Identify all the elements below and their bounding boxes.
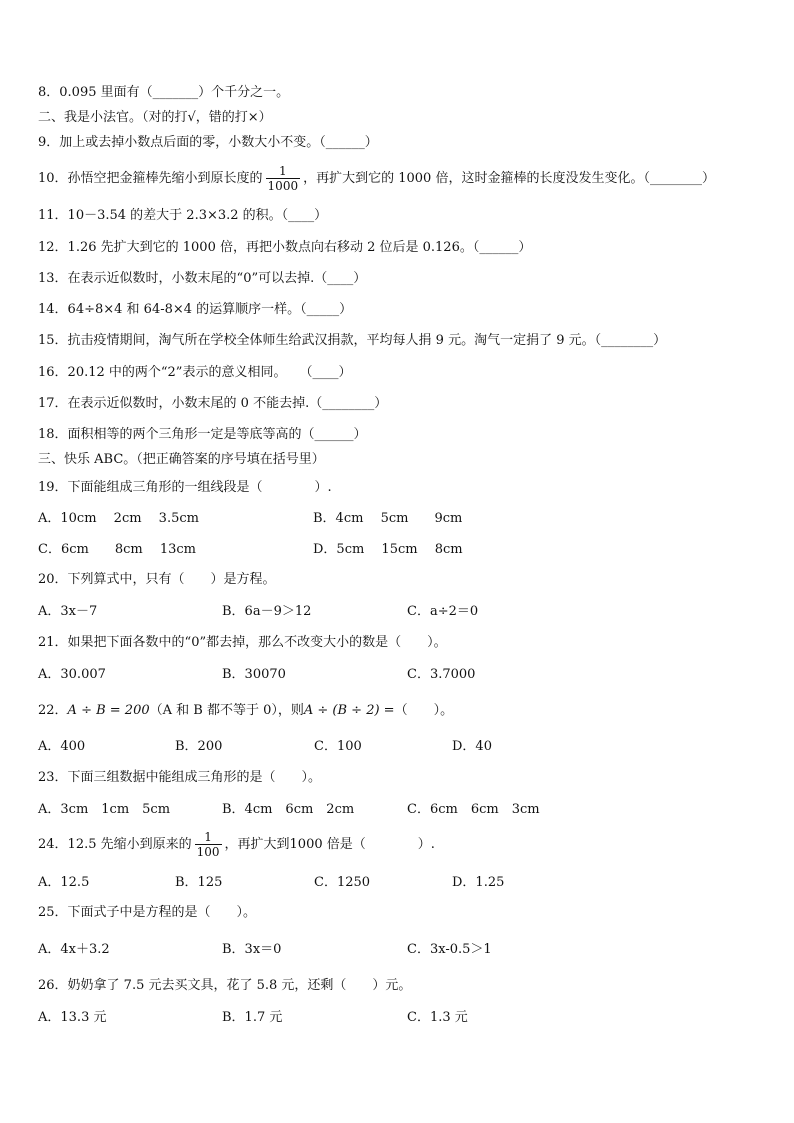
question-26-option-a: A．13.3 元 [38, 1010, 107, 1025]
question-20: 20．下列算式中，只有（ ）是方程。 [38, 572, 276, 587]
question-10-text-end: ，再扩大到它的 1000 倍，这时金箍棒的长度没发生变化。（________） [303, 171, 715, 186]
question-19-option-d: D．5cm 15cm 8cm [313, 542, 463, 557]
question-14: 14．64÷8×4 和 64-8×4 的运算顺序一样。（_____） [38, 302, 353, 317]
fraction-1-1000 [266, 164, 301, 193]
question-12: 12．1.26 先扩大到它的 1000 倍，再把小数点向右移动 2 位后是 0.126。（______） [38, 240, 532, 255]
question-10-text-start: 10．孙悟空把金箍棒先缩小到原长度的 [38, 171, 263, 186]
question-24-option-c: C．1250 [314, 875, 371, 890]
question-22-option-b: B．200 [175, 739, 223, 754]
question-25-option-b: B．3x＝0 [222, 942, 282, 957]
question-22-condition: （A 和 B 都不等于 0），则 [149, 703, 304, 718]
question-25: 25．下面式子中是方程的是（ ）。 [38, 905, 257, 920]
fraction-numerator: 1 [279, 164, 287, 178]
question-22-option-d: D．40 [452, 739, 492, 754]
question-19-option-a: A．10cm 2cm 3.5cm [38, 511, 199, 526]
question-24-option-b: B．125 [175, 875, 223, 890]
question-26-option-c: C．1.3 元 [407, 1010, 468, 1025]
question-15: 15．抗击疫情期间，淘气所在学校全体师生给武汉捐款，平均每人捐 9 元。淘气一定捐了 9 元。（________） [38, 333, 667, 348]
question-20-option-b: B．6a－9＞12 [222, 604, 312, 619]
question-20-option-c: C．a÷2＝0 [407, 604, 479, 619]
question-26-option-b: B．1.7 元 [222, 1010, 283, 1025]
question-25-option-c: C．3x-0.5＞1 [407, 942, 492, 957]
fraction-denominator: 100 [196, 845, 220, 859]
question-22-blank: （ ）。 [394, 703, 454, 718]
section-2-heading: 二、我是小法官。（对的打√，错的打×） [38, 110, 272, 125]
question-19-option-b: B．4cm 5cm 9cm [313, 511, 463, 526]
question-22-number: 22． [38, 703, 68, 718]
question-13: 13．在表示近似数时，小数末尾的“0”可以去掉.（____） [38, 271, 367, 286]
question-21-option-a: A．30.007 [38, 667, 106, 682]
question-26: 26．奶奶拿了 7.5 元去买文具，花了 5.8 元，还剩（ ）元。 [38, 978, 412, 993]
question-22-option-c: C．100 [314, 739, 362, 754]
question-16: 16．20.12 中的两个“2”表示的意义相同。 （____） [38, 365, 352, 380]
question-21: 21．如果把下面各数中的“0”都去掉，那么不改变大小的数是（ ）。 [38, 635, 447, 650]
question-23-option-a: A．3cm 1cm 5cm [38, 802, 171, 817]
question-20-option-a: A．3x－7 [38, 604, 98, 619]
question-21-option-c: C．3.7000 [407, 667, 476, 682]
question-24-option-d: D．1.25 [452, 875, 505, 890]
question-11: 11．10－3.54 的差大于 2.3×3.2 的积。（____） [38, 208, 328, 223]
question-23-option-c: C．6cm 6cm 3cm [407, 802, 540, 817]
question-24-text-end: ，再扩大到1000 倍是（ ）. [224, 837, 435, 852]
question-22-option-a: A．400 [38, 739, 86, 754]
question-23-option-b: B．4cm 6cm 2cm [222, 802, 355, 817]
question-24 [38, 830, 435, 859]
section-3-heading: 三、快乐 ABC。（把正确答案的序号填在括号里） [38, 452, 325, 467]
question-8: 8．0.095 里面有（_______）个千分之一。 [38, 85, 290, 100]
question-23: 23．下面三组数据中能组成三角形的是（ ）。 [38, 770, 322, 785]
equation-a-div-b: A ÷ B = 200 [67, 703, 150, 718]
question-24-text-start: 24．12.5 先缩小到原来的 [38, 837, 192, 852]
question-18: 18．面积相等的两个三角形一定是等底等高的（______） [38, 427, 367, 442]
fraction-1-100 [195, 830, 222, 859]
question-24-option-a: A．12.5 [38, 875, 90, 890]
equation-a-div-b-div-2: A ÷ (B ÷ 2) = [303, 703, 395, 718]
question-19-option-c: C．6cm 8cm 13cm [38, 542, 196, 557]
question-10 [38, 164, 715, 193]
question-19: 19．下面能组成三角形的一组线段是（ ）. [38, 480, 332, 495]
question-9: 9．加上或去掉小数点后面的零，小数大小不变。（______） [38, 135, 378, 150]
fraction-denominator: 1000 [267, 179, 299, 193]
question-25-option-a: A．4x＋3.2 [38, 942, 110, 957]
question-22 [38, 703, 453, 719]
question-21-option-b: B．30070 [222, 667, 286, 682]
fraction-numerator: 1 [204, 830, 212, 844]
question-17: 17．在表示近似数时，小数末尾的 0 不能去掉.（________） [38, 396, 388, 411]
